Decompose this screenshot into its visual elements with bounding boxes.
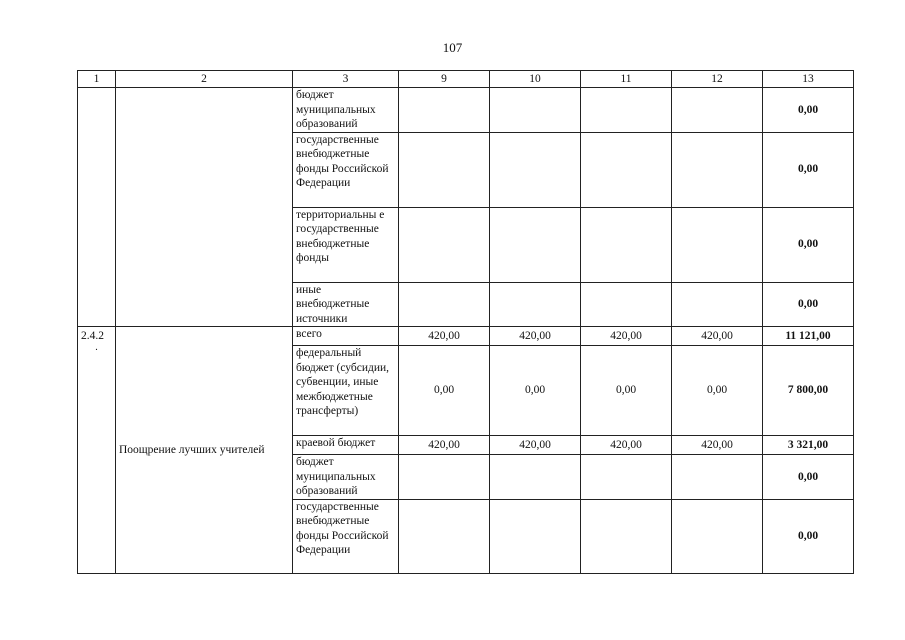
row-number-cell [78,88,116,327]
row-name-cell [116,88,293,327]
source-cell: территориальны е государственные внебюджетные фонды [293,207,399,282]
value-cell [672,132,763,207]
value-cell [490,207,581,282]
value-cell: 420,00 [672,436,763,455]
row-number-cell [78,327,116,574]
source-cell: всего [293,327,399,346]
value-cell [581,455,672,500]
value-cell [399,207,490,282]
source-cell: государственные внебюджетные фонды Российской Федерации [293,132,399,207]
value-cell [672,499,763,573]
source-cell: бюджет муниципальных образований [293,455,399,500]
budget-table [77,70,854,574]
value-cell [490,282,581,327]
source-cell: федеральный бюджет (субсидии, субвенции, иные межбюджетные трансферты) [293,346,399,436]
value-cell [399,282,490,327]
table-row [78,327,854,346]
total-cell: 0,00 [763,499,854,573]
value-cell [399,455,490,500]
total-cell: 0,00 [763,207,854,282]
page-number: 107 [442,40,463,55]
value-cell: 420,00 [581,436,672,455]
header-cell: 1 [78,71,116,88]
row-number-mark: . [95,341,98,353]
header-cell: 11 [581,71,672,88]
total-cell: 0,00 [763,132,854,207]
value-cell [399,132,490,207]
header-row [78,71,854,88]
total-cell: 3 321,00 [763,436,854,455]
source-cell: краевой бюджет [293,436,399,455]
value-cell [490,132,581,207]
total-cell: 0,00 [763,88,854,133]
value-cell [490,455,581,500]
value-cell: 420,00 [490,436,581,455]
header-cell: 9 [399,71,490,88]
total-cell: 11 121,00 [763,327,854,346]
value-cell [490,88,581,133]
value-cell [581,207,672,282]
total-cell: 7 800,00 [763,346,854,436]
row-number: 2.4.2 [81,330,104,342]
header-cell: 13 [763,71,854,88]
value-cell [581,88,672,133]
header-cell: 12 [672,71,763,88]
value-cell [672,455,763,500]
value-cell: 0,00 [399,346,490,436]
header-cell: 3 [293,71,399,88]
source-cell: иные внебюджетные источники [293,282,399,327]
total-cell: 0,00 [763,455,854,500]
value-cell [672,282,763,327]
value-cell [399,88,490,133]
total-cell: 0,00 [763,282,854,327]
value-cell [581,132,672,207]
value-cell: 420,00 [490,327,581,346]
value-cell: 420,00 [581,327,672,346]
value-cell: 420,00 [672,327,763,346]
row-name: Поощрение лучших учителей [119,443,265,456]
value-cell [672,88,763,133]
value-cell [581,499,672,573]
value-cell: 0,00 [672,346,763,436]
value-cell [581,282,672,327]
value-cell [490,499,581,573]
value-cell: 0,00 [581,346,672,436]
source-cell: государственные внебюджетные фонды Российской Федерации [293,499,399,573]
table-row [78,88,854,133]
header-cell: 2 [116,71,293,88]
value-cell: 0,00 [490,346,581,436]
row-name-cell [116,327,293,574]
value-cell: 420,00 [399,327,490,346]
value-cell [399,499,490,573]
value-cell [672,207,763,282]
source-cell: бюджет муниципальных образований [293,88,399,133]
value-cell: 420,00 [399,436,490,455]
header-cell: 10 [490,71,581,88]
